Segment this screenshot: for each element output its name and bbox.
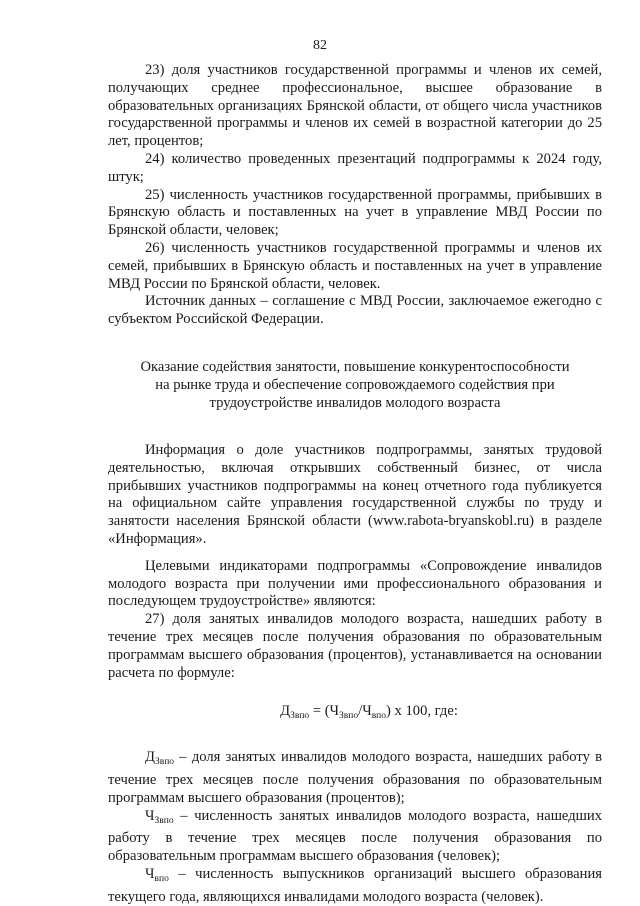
formula-tail: ) х 100, где: bbox=[386, 703, 458, 720]
definition-chv bbox=[108, 866, 602, 906]
definition-chv-subscript: впо bbox=[154, 873, 169, 884]
info-paragraph: Информация о доле участников подпрограммы, занятых трудовой деятельностью, включая открывших собственный бизнес, от числа прибывших участников подпрограммы на конец отчетного года публикуется на официальном сайте управления государственной службы по труду и занятости населения Брянской области (www.rabota-bryanskobl.ru) в разделе «Информация». bbox=[108, 441, 602, 547]
definition-chv-text: – численность выпускников организаций высшего образования текущего года, являющихся инвалидами молодого возраста (человек). bbox=[108, 865, 602, 905]
definition-ch bbox=[108, 808, 602, 866]
definition-ch-symbol: Ч bbox=[145, 807, 155, 824]
definition-chv-symbol: Ч bbox=[145, 865, 155, 882]
page-content bbox=[108, 62, 602, 906]
definition-d-symbol: Д bbox=[145, 749, 155, 766]
definition-ch-subscript: Звпо bbox=[154, 815, 174, 826]
formula-ch-subscript: Звпо bbox=[339, 711, 359, 722]
source-note: Источник данных – соглашение с МВД России, заключаемое ежегодно с субъектом Российской Федерации. bbox=[108, 293, 602, 328]
section-heading bbox=[108, 358, 602, 412]
list-item-26: 26) численность участников государственной программы и членов их семей, прибывших в Брянскую область и поставленных на учет в управление МВД России по Брянской области, человек. bbox=[108, 239, 602, 292]
definition-ch-text: – численность занятых инвалидов молодого возраста, нашедших работу в течение трех месяцев после получения образования по образовательным программам высшего образования (человек); bbox=[108, 807, 602, 865]
page-number: 82 bbox=[313, 38, 327, 53]
list-item-27: 27) доля занятых инвалидов молодого возраста, нашедших работу в течение трех месяцев после получения образования по образовательным программам высшего образования (процентов), устанавливается на основании расчета по формуле: bbox=[108, 611, 602, 681]
formula-slash: /Ч bbox=[358, 703, 372, 720]
definition-d-subscript: Звпо bbox=[154, 757, 175, 768]
section-heading-line-3: трудоустройстве инвалидов молодого возраста bbox=[209, 394, 501, 411]
definition-ch-term bbox=[145, 808, 174, 824]
formula-d-subscript: Звпо bbox=[290, 711, 310, 722]
definition-d-text: – доля занятых инвалидов молодого возраста, нашедших работу в течение трех месяцев после получения образования по образовательным программам высшего образования (процентов); bbox=[108, 749, 602, 806]
definition-chv-term bbox=[145, 866, 169, 882]
definition-d bbox=[108, 749, 602, 807]
formula-chv-subscript: впо bbox=[371, 711, 387, 722]
list-item-25: 25) численность участников государственной программы, прибывших в Брянскую область и поставленных на учет в управление МВД России по Брянской области, человек; bbox=[108, 186, 602, 239]
section-heading-line-1: Оказание содействия занятости, повышение конкурентоспособности bbox=[140, 358, 570, 375]
list-item-24: 24) количество проведенных презентаций подпрограммы к 2024 году, штук; bbox=[108, 150, 602, 185]
list-item-23: 23) доля участников государственной программы и членов их семей, получающих среднее профессиональное, высшее образование в образовательных организациях Брянской области, от общего числа участников государственной программы и членов их семей в возрастной категории до 25 лет, процентов; bbox=[108, 62, 602, 150]
formula bbox=[136, 703, 602, 726]
formula-d: Д bbox=[280, 703, 291, 720]
targets-paragraph: Целевыми индикаторами подпрограммы «Сопровождение инвалидов молодого возраста при получении ими профессионального образования и последующем трудоустройстве» являются: bbox=[108, 557, 602, 610]
formula-equals-open: = (Ч bbox=[309, 703, 340, 720]
section-heading-line-2: на рынке труда и обеспечение сопровождаемого содействия при bbox=[155, 376, 555, 393]
definition-d-term bbox=[145, 749, 175, 768]
